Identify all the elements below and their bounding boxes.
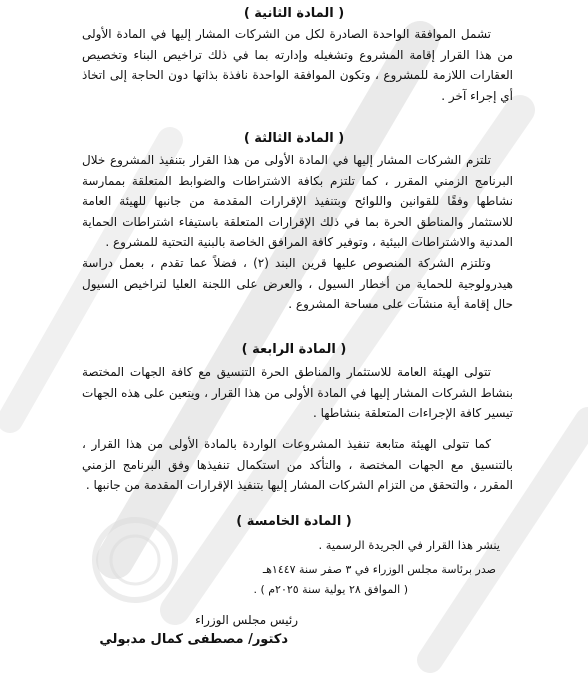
article-5-paragraph-1: ينشر هذا القرار في الجريدة الرسمية .	[318, 538, 500, 552]
article-4-paragraph-2: كما تتولى الهيئة متابعة تنفيذ المشروعات الواردة بالمادة الأولى من هذا القرار ، بالتنسيق مع الجهات المختصة ، والتأكد من استكمال تنفيذها وفق البرنامج الزمني المقرر ، والتحقق من التزام الشركات المشار إليها بتنفيذ الإقرارات المقدمة من جانبها .	[82, 437, 513, 493]
article-2-heading: ( المادة الثانية )	[243, 6, 345, 21]
article-4-heading: ( المادة الرابعة )	[241, 342, 347, 357]
article-2-paragraph-1: تشمل الموافقة الواحدة الصادرة لكل من الشركات المشار إليها في المادة الأولى من هذا القرار إقامة المشروع وتشغيله وإدارته بما في ذلك تراخيص البناء وتخصيص العقارات اللازمة للمشروع ، وتكون الموافقة الواحدة نافذة بذاتها دون الحاجة إلى اتخاذ أي إجراء آخر .	[82, 27, 513, 103]
article-3-heading: ( المادة الثالثة )	[243, 131, 345, 146]
signature-name: دكتور/ مصطفى كمال مدبولي	[99, 632, 288, 647]
article-3-paragraph-1: تلتزم الشركات المشار إليها في المادة الأولى من هذا القرار بتنفيذ المشروع خلال البرنامج الزمني المقرر ، كما تلتزم بكافة الاشتراطات والضوابط المتعلقة بممارسة نشاطها وفقًا للقوانين واللوائح وبتنفيذ الإقرارات المقدمة من جانبها للهيئة العامة للاستثمار والمناطق الحرة بما في ذلك الإقرارات المتعلقة باستيفاء اشتراطات الحماية المدنية والاشتراطات البيئية ، وتوفير كافة المرافق الخاصة بالبنية التحتية للمشروع .	[82, 153, 513, 250]
article-3-paragraph-2: وتلتزم الشركة المنصوص عليها قرين البند (٢) ، فضلاً عما تقدم ، بعمل دراسة هيدرولوجية للحماية من أخطار السيول ، والعرض على اللجنة العليا لتراخيص السيول حال إقامة أية منشآت على مساحة المشروع .	[82, 256, 513, 312]
signature-title: رئيس مجلس الوزراء	[195, 613, 298, 627]
article-5-heading: ( المادة الخامسة )	[236, 514, 352, 529]
issuance-gregorian-line: ( الموافق ٢٨ يولية سنة ٢٠٢٥م ) .	[253, 583, 408, 596]
issuance-line: صدر برئاسة مجلس الوزراء في ٣ صفر سنة ١٤٤٧هـ	[262, 563, 496, 576]
article-4-paragraph-1: تتولى الهيئة العامة للاستثمار والمناطق الحرة التنسيق مع كافة الجهات المختصة بنشاط الشركات المشار إليها في المادة الأولى من هذا القرار ، ويتعين على هذه الجهات تيسير كافة الإجراءات المتعلقة بنشاطها .	[82, 365, 513, 421]
